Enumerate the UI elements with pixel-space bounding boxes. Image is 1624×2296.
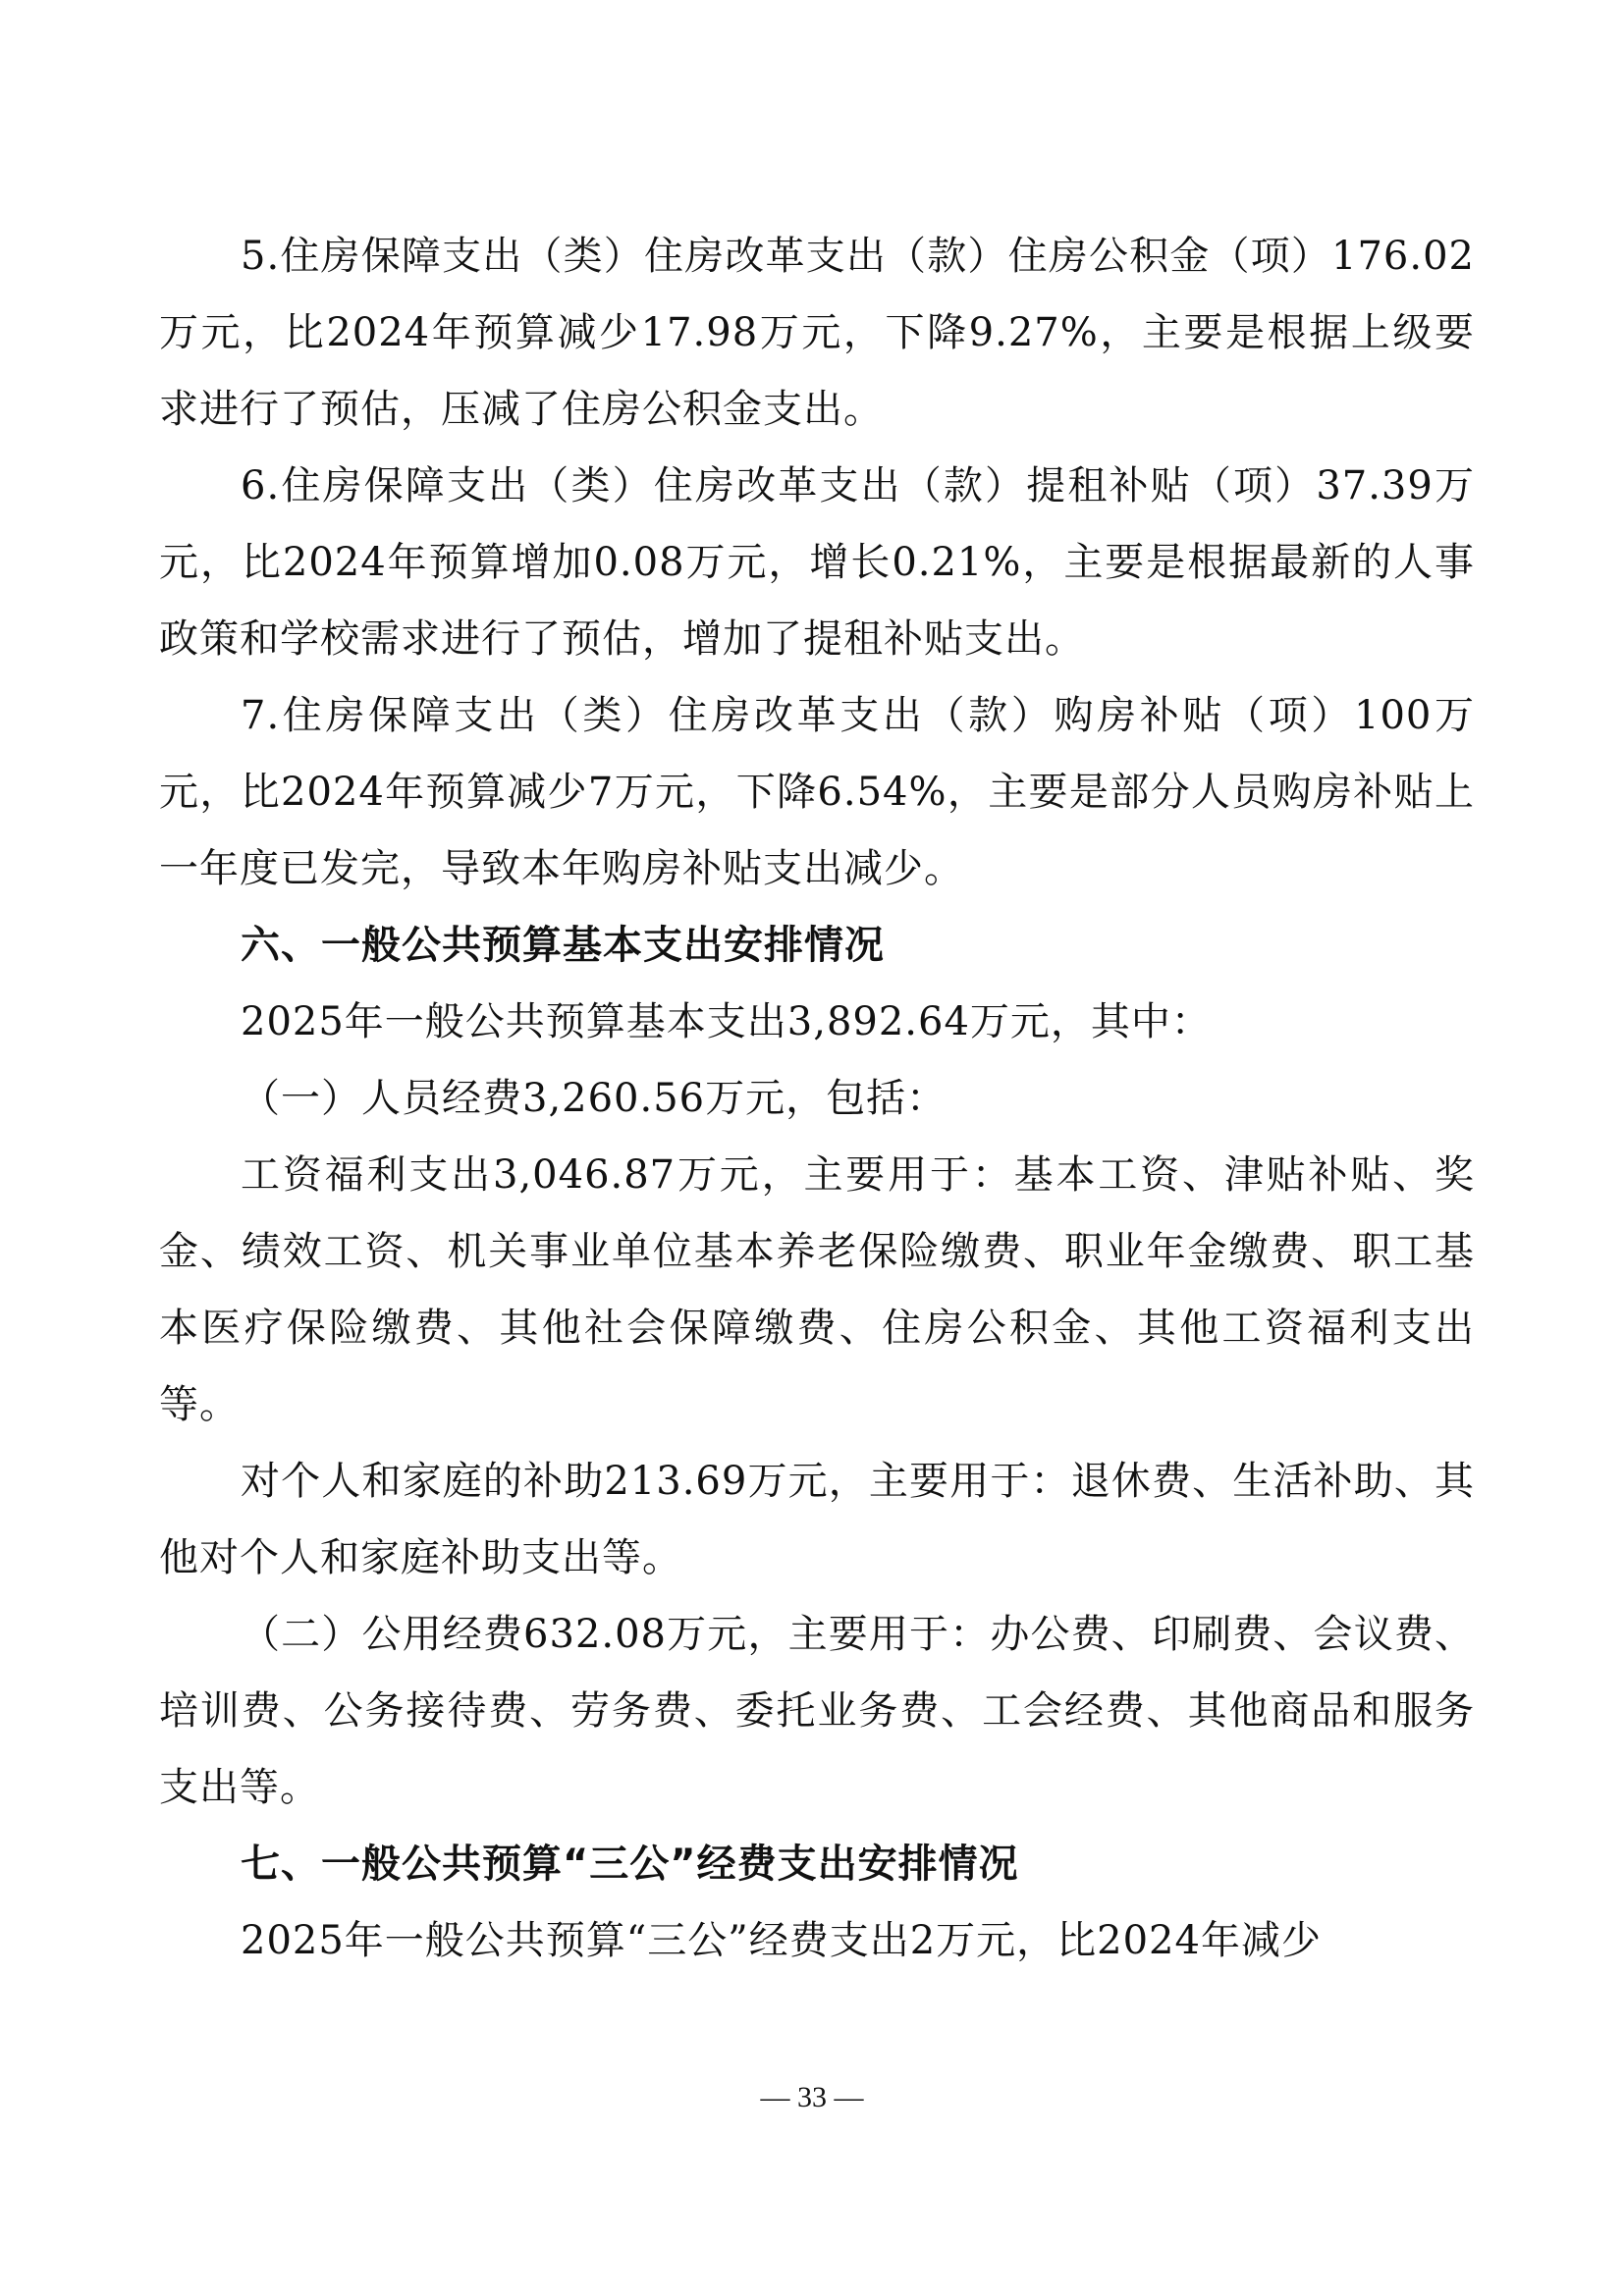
paragraph-individual-subsidy: 对个人和家庭的补助213.69万元，主要用于：退休费、生活补助、其他对个人和家庭补助支出等。 (159, 1459, 1475, 1580)
paragraph-wages-welfare: 工资福利支出3,046.87万元，主要用于：基本工资、津贴补贴、奖金、绩效工资、机关事业单位基本养老保险缴费、职业年金缴费、职工基本医疗保险缴费、其他社会保障缴费、住房公积金、其他工资福利支出等。 (159, 1152, 1475, 1427)
page-number: — 33 — (760, 2081, 864, 2113)
section-heading-7: 七、一般公共预算“三公”经费支出安排情况 (241, 1842, 1019, 1887)
paragraph-rent-subsidy: 6.住房保障支出（类）住房改革支出（款）提租补贴（项）37.39万元，比2024年预算增加0.08万元，增长0.21%，主要是根据最新的人事政策和学校需求进行了预估，增加了提租补贴支出。 (159, 463, 1475, 662)
section-heading-6: 六、一般公共预算基本支出安排情况 (241, 923, 885, 968)
paragraph-basic-expenditure: 2025年一般公共预算基本支出3,892.64万元，其中： (241, 999, 1212, 1044)
document-body (159, 218, 1475, 1979)
paragraph-purchase-subsidy: 7.住房保障支出（类）住房改革支出（款）购房补贴（项）100万元，比2024年预算减少7万元，下降6.54%，主要是部分人员购房补贴上一年度已发完，导致本年购房补贴支出减少。 (159, 693, 1475, 891)
paragraph-personnel-expenses: （一）人员经费3,260.56万元，包括： (241, 1076, 947, 1121)
paragraph-three-public: 2025年一般公共预算“三公”经费支出2万元，比2024年减少 (241, 1918, 1322, 1963)
paragraph-public-expenses: （二）公用经费632.08万元，主要用于：办公费、印刷费、会议费、培训费、公务接待费、劳务费、委托业务费、工会经费、其他商品和服务支出等。 (159, 1612, 1475, 1810)
paragraph-housing-fund: 5.住房保障支出（类）住房改革支出（款）住房公积金（项）176.02万元，比2024年预算减少17.98万元，下降9.27%，主要是根据上级要求进行了预估，压减了住房公积金支出。 (159, 234, 1475, 432)
